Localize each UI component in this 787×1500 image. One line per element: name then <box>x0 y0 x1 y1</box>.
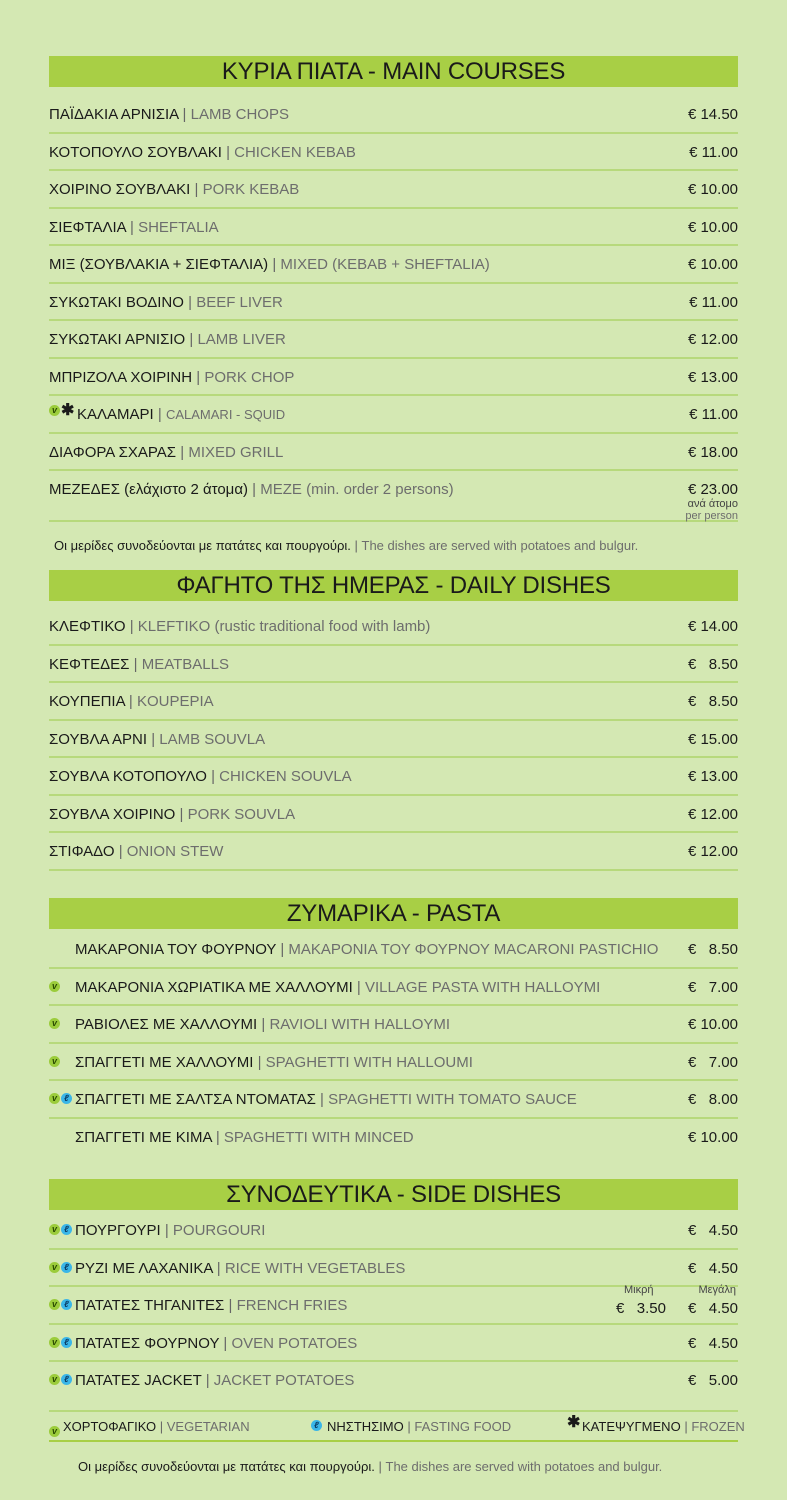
pasta-section <box>49 898 738 1156</box>
menu-item: v ΣΠΑΓΓΕΤΙ ΜΕ ΧΑΛΛΟΥΜΙ | SPAGHETTI WITH HALLOUMI € 7.00 <box>49 1044 738 1082</box>
main-courses-section <box>49 56 738 522</box>
vegetarian-icon: v <box>49 981 60 992</box>
menu-item: v ℓ ΣΠΑΓΓΕΤΙ ΜΕ ΣΑΛΤΣΑ ΝΤΟΜΑΤΑΣ | SPAGHETTI WITH TOMATO SAUCE € 8.00 <box>49 1081 738 1119</box>
price: € 13.00 <box>687 368 738 386</box>
vegetarian-icon: v <box>49 1337 60 1348</box>
fasting-icon: ℓ <box>61 1262 72 1273</box>
menu-item: v ℓ ΡΥΖΙ ΜΕ ΛΑΧΑΝΙΚΑ | RICE WITH VEGETABLES € 4.50 <box>49 1250 738 1288</box>
served-with-note: Οι μερίδες συνοδεύονται με πατάτες και πουργούρι. | The dishes are served with potatoes and bulgur. <box>54 538 639 553</box>
price: € 14.50 <box>687 106 738 123</box>
price: € 18.00 <box>687 443 738 461</box>
side-dishes-section <box>49 1179 738 1400</box>
menu-item: ΚΛΕΦΤΙΚΟ | KLEFTIKO (rustic traditional food with lamb) € 14.00 <box>49 608 738 646</box>
fasting-icon: ℓ <box>61 1299 72 1310</box>
menu-item: v ℓ ΠΟΥΡΓΟΥΡΙ | POURGOURI € 4.50 <box>49 1212 738 1250</box>
price: € 11.00 <box>689 406 738 423</box>
price: € 23.00 <box>687 481 738 498</box>
size-small-label: Μικρή <box>624 1284 654 1296</box>
frozen-icon: ✱ <box>567 1414 581 1431</box>
fasting-icon: ℓ <box>61 1374 72 1385</box>
menu-item: Μικρή Μεγάλη v ℓ ΠΑΤΑΤΕΣ ΤΗΓΑΝΙΤΕΣ | FRENCH FRIES € 3.50 € 4.50 <box>49 1287 738 1325</box>
divider <box>49 1410 738 1412</box>
vegetarian-icon: v <box>49 1018 60 1029</box>
menu-item: v ℓ ΠΑΤΑΤΕΣ ΦΟΥΡΝΟΥ | OVEN POTATOES € 4.50 <box>49 1325 738 1363</box>
fasting-icon: ℓ <box>61 1093 72 1104</box>
price: € 7.00 <box>687 978 738 996</box>
menu-item: ΠΑΪΔΑΚΙΑ ΑΡΝΙΣΙΑ | LAMB CHOPS € 14.50 <box>49 96 738 134</box>
price: € 14.00 <box>687 618 738 635</box>
price: € 8.50 <box>687 655 738 673</box>
menu-item: v ℓ ΠΑΤΑΤΕΣ JACKET | JACKET POTATOES € 5.00 <box>49 1362 738 1400</box>
fasting-icon: ℓ <box>61 1224 72 1235</box>
price: € 12.00 <box>687 805 738 823</box>
menu-item: ΣΥΚΩΤΑΚΙ ΑΡΝΙΣΙΟ | LAMB LIVER € 12.00 <box>49 321 738 359</box>
price: € 10.00 <box>687 1016 738 1033</box>
price: € 10.00 <box>687 1128 738 1146</box>
price: € 4.50 <box>687 1300 738 1317</box>
price: € 15.00 <box>687 730 738 748</box>
price: € 10.00 <box>687 256 738 273</box>
frozen-icon: ✱ <box>61 402 75 419</box>
price: € 5.00 <box>687 1372 738 1389</box>
price: € 8.00 <box>687 1091 738 1108</box>
vegetarian-icon: v <box>49 405 60 416</box>
section-title: ΖΥΜΑΡΙΚΑ - PASTA <box>49 898 738 929</box>
size-large-label: Μεγάλη <box>698 1284 736 1296</box>
menu-item: ΣΠΑΓΓΕΤΙ ΜΕ ΚΙΜΑ | SPAGHETTI WITH MINCED € 10.00 <box>75 1128 738 1146</box>
menu-item: ΧΟΙΡΙΝΟ ΣΟΥΒΛΑΚΙ | PORK KEBAB € 10.00 <box>49 171 738 209</box>
section-title: ΣΥΝΟΔΕΥΤΙΚΑ - SIDE DISHES <box>49 1179 738 1210</box>
menu-item: v ✱ ΚΑΛΑΜΑΡΙ | CALAMARI - SQUID € 11.00 <box>49 396 738 434</box>
menu-item: ΣΙΕΦΤΑΛΙΑ | SHEFTALIA € 10.00 <box>49 209 738 247</box>
menu-item: ΣΤΙΦΑΔΟ | ONION STEW € 12.00 <box>49 833 738 871</box>
menu-item: ΜΙΞ (ΣΟΥΒΛΑΚΙΑ + ΣΙΕΦΤΑΛΙΑ) | MIXED (KEBAB + SHEFTALIA) € 10.00 <box>49 246 738 284</box>
vegetarian-icon: v <box>49 1299 60 1310</box>
vegetarian-icon: v <box>49 1426 60 1437</box>
menu-item: ΣΟΥΒΛΑ ΚΟΤΟΠΟΥΛΟ | CHICKEN SOUVLA € 13.00 <box>49 758 738 796</box>
menu-item: ΣΟΥΒΛΑ ΑΡΝΙ | LAMB SOUVLA € 15.00 <box>49 721 738 759</box>
price: € 10.00 <box>687 181 738 198</box>
price: € 4.50 <box>687 1334 738 1352</box>
divider <box>49 1440 738 1442</box>
fasting-icon: ℓ <box>61 1337 72 1348</box>
menu-item: v ΡΑΒΙΟΛΕΣ ΜΕ ΧΑΛΛΟΥΜΙ | RAVIOLI WITH HALLOYMI € 10.00 <box>49 1006 738 1044</box>
section-title: ΚΥΡΙΑ ΠΙΑΤΑ - MAIN COURSES <box>49 56 738 87</box>
menu-item: ΣΟΥΒΛΑ ΧΟΙΡΙΝΟ | PORK SOUVLA € 12.00 <box>49 796 738 834</box>
menu-item: ΣΥΚΩΤΑΚΙ ΒΟΔΙΝΟ | BEEF LIVER € 11.00 <box>49 284 738 322</box>
price: € 12.00 <box>687 331 738 348</box>
footer-note: Οι μερίδες συνοδεύονται με πατάτες και πουργούρι. | The dishes are served with potatoes and bulgur. <box>78 1459 663 1474</box>
menu-item: ΚΟΥΠΕΠΙΑ | KOUPEPIA € 8.50 <box>49 683 738 721</box>
vegetarian-icon: v <box>49 1224 60 1235</box>
vegetarian-icon: v <box>49 1262 60 1273</box>
legend-vegetarian: ΧΟΡΤΟΦΑΓΙΚΟ | VEGETARIAN <box>63 1419 250 1434</box>
menu-item: ΜΑΚΑΡΟΝΙΑ ΤΟΥ ΦΟΥΡΝΟΥ | ΜΑΚΑΡΟΝΙΑ ΤΟΥ ΦΟΥΡΝΟΥ MACARONI PASTICHIO € 8.50 <box>49 931 738 969</box>
legend-frozen: ΚΑΤΕΨΥΓΜΕΝΟ | FROZEN <box>582 1419 745 1434</box>
menu-item: ΚΕΦΤΕΔΕΣ | MEATBALLS € 8.50 <box>49 646 738 684</box>
menu-item: ΚΟΤΟΠΟΥΛΟ ΣΟΥΒΛΑΚΙ | CHICKEN KEBAB € 11.00 <box>49 134 738 172</box>
price: € 11.00 <box>689 143 738 161</box>
price: € 11.00 <box>689 293 738 311</box>
price: € 4.50 <box>687 1259 738 1277</box>
price: € 4.50 <box>687 1222 738 1239</box>
vegetarian-icon: v <box>49 1374 60 1385</box>
menu-item: ΜΕΖΕΔΕΣ (ελάχιστο 2 άτομα) | MEZE (min. order 2 persons) € 23.00 ανά άτομο per person <box>49 471 738 522</box>
price: € 8.50 <box>687 941 738 958</box>
daily-dishes-section <box>49 570 738 871</box>
menu-item: ΔΙΑΦΟΡΑ ΣΧΑΡΑΣ | MIXED GRILL € 18.00 <box>49 434 738 472</box>
vegetarian-icon: v <box>49 1093 60 1104</box>
price: € 12.00 <box>687 843 738 860</box>
price-small: € 3.50 <box>615 1300 666 1317</box>
price: € 13.00 <box>687 768 738 785</box>
fasting-icon: ℓ <box>311 1420 322 1431</box>
legend <box>49 1414 745 1436</box>
section-title: ΦΑΓΗΤΟ ΤΗΣ ΗΜΕΡΑΣ - DAILY DISHES <box>49 570 738 601</box>
vegetarian-icon: v <box>49 1056 60 1067</box>
price: € 7.00 <box>687 1053 738 1071</box>
menu-item: v ΜΑΚΑΡΟΝΙΑ ΧΩΡΙΑΤΙΚΑ ΜΕ ΧΑΛΛΟΥΜΙ | VILLAGE PASTA WITH HALLOYMI € 7.00 <box>49 969 738 1007</box>
legend-fasting: ΝΗΣΤΗΣΙΜΟ | FASTING FOOD <box>327 1419 512 1434</box>
price: € 10.00 <box>687 218 738 236</box>
menu-item: ΜΠΡΙΖΟΛΑ ΧΟΙΡΙΝΗ | PORK CHOP € 13.00 <box>49 359 738 397</box>
price: € 8.50 <box>687 693 738 710</box>
